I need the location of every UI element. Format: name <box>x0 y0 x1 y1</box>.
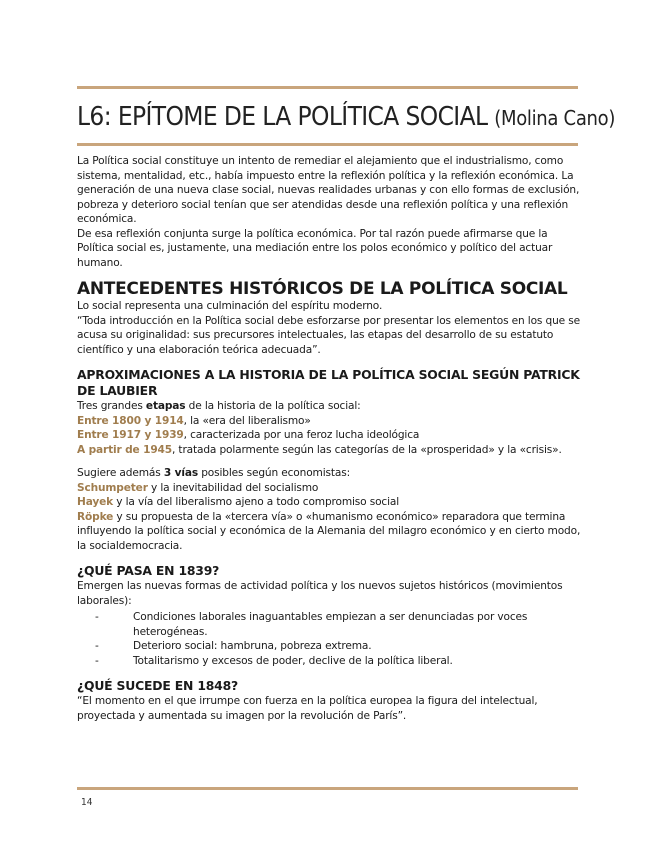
stage-item: Entre 1800 y 1914, la «era del liberalismo» <box>77 414 311 427</box>
section1-line-1: Lo social representa una culminación del espíritu moderno. <box>77 300 383 312</box>
intro-paragraph-1: La Política social constituye un intento de remediar el alejamiento que el industrialismo, como sistema, mentalidad, etc., había impuesto entre la reflexión política y la reflexión económica. La generación de una nueva clase social, nuevas realidades urbanas y con ello formas de exclusión, pobreza y deterioro social tenían que ser atendidas desde una reflexión política y una reflexión económica. <box>77 155 580 225</box>
economist-name: Hayek <box>77 496 114 508</box>
page-title <box>77 97 616 138</box>
stage-item: Entre 1917 y 1939, caracterizada por una feroz lucha ideológica <box>77 429 420 441</box>
section3-list <box>77 610 582 668</box>
way-item: Schumpeter y la inevitabilidad del socialismo <box>77 481 319 494</box>
economist-name: Schumpeter <box>77 481 148 494</box>
title-bottom-rule <box>77 143 578 146</box>
section3-text: Emergen las nuevas formas de actividad política y los nuevos sujetos históricos (movimientos laborales): <box>77 580 563 607</box>
section-heading-aproximaciones: APROXIMACIONES A LA HISTORIA DE LA POLÍTICA SOCIAL SEGÚN PATRICK DE LAUBIER <box>77 367 580 398</box>
section-heading-antecedentes: ANTECEDENTES HISTÓRICOS DE LA POLÍTICA SOCIAL <box>77 279 568 299</box>
way-item: Hayek y la vía del liberalismo ajeno a todo compromiso social <box>77 496 400 508</box>
list-item: - Condiciones laborales inaguantables empiezan a ser denunciadas por voces heterogéneas. <box>95 610 582 639</box>
section4-quote: “El momento en el que irrumpe con fuerza en la política europea la figura del intelectual, proyectada y aumentada su imagen por la revolución de París”. <box>77 695 538 722</box>
list-item: - Deterioro social: hambruna, pobreza extrema. <box>95 639 582 654</box>
section-heading-1839: ¿QUÉ PASA EN 1839? <box>77 563 220 578</box>
page-number: 14 <box>81 797 93 808</box>
page-title-author: (Molina Cano) <box>494 106 616 130</box>
page-title-main: L6: EPÍTOME DE LA POLÍTICA SOCIAL <box>77 102 488 132</box>
stage-label: Entre 1917 y 1939 <box>77 429 184 441</box>
page-content <box>77 154 582 723</box>
intro-paragraph-2: De esa reflexión conjunta surge la política económica. Por tal razón puede afirmarse que la Política social es, justamente, una mediación entre los polos económico y político del actuar humano. <box>77 227 553 269</box>
list-item: - Totalitarismo y excesos de poder, declive de la política liberal. <box>95 654 582 669</box>
title-top-rule <box>77 86 578 89</box>
section1-quote: “Toda introducción en la Política social debe esforzarse por presentar los elementos en los que se acusa su originalidad: sus precursores intelectuales, las etapas del desarrollo de su estatuto científico y una elaboración teórica adecuada”. <box>77 314 580 356</box>
section-heading-1848: ¿QUÉ SUCEDE EN 1848? <box>77 678 238 693</box>
stage-item: A partir de 1945, tratada polarmente según las categorías de la «prosperidad» y la «crisis». <box>77 443 562 456</box>
footer-rule <box>77 787 578 790</box>
way-item: Röpke y su propuesta de la «tercera vía» o «humanismo económico» reparadora que termina influyendo la política social y económica de la Alemania del milagro económico y en cierto modo, la socialdemocracia. <box>77 510 581 552</box>
ways-intro: Sugiere además 3 vías posibles según economistas: <box>77 467 350 479</box>
stage-label: Entre 1800 y 1914 <box>77 414 184 427</box>
stage-label: A partir de 1945 <box>77 443 172 456</box>
economist-name: Röpke <box>77 510 114 523</box>
stages-intro: Tres grandes etapas de la historia de la política social: <box>77 400 361 412</box>
